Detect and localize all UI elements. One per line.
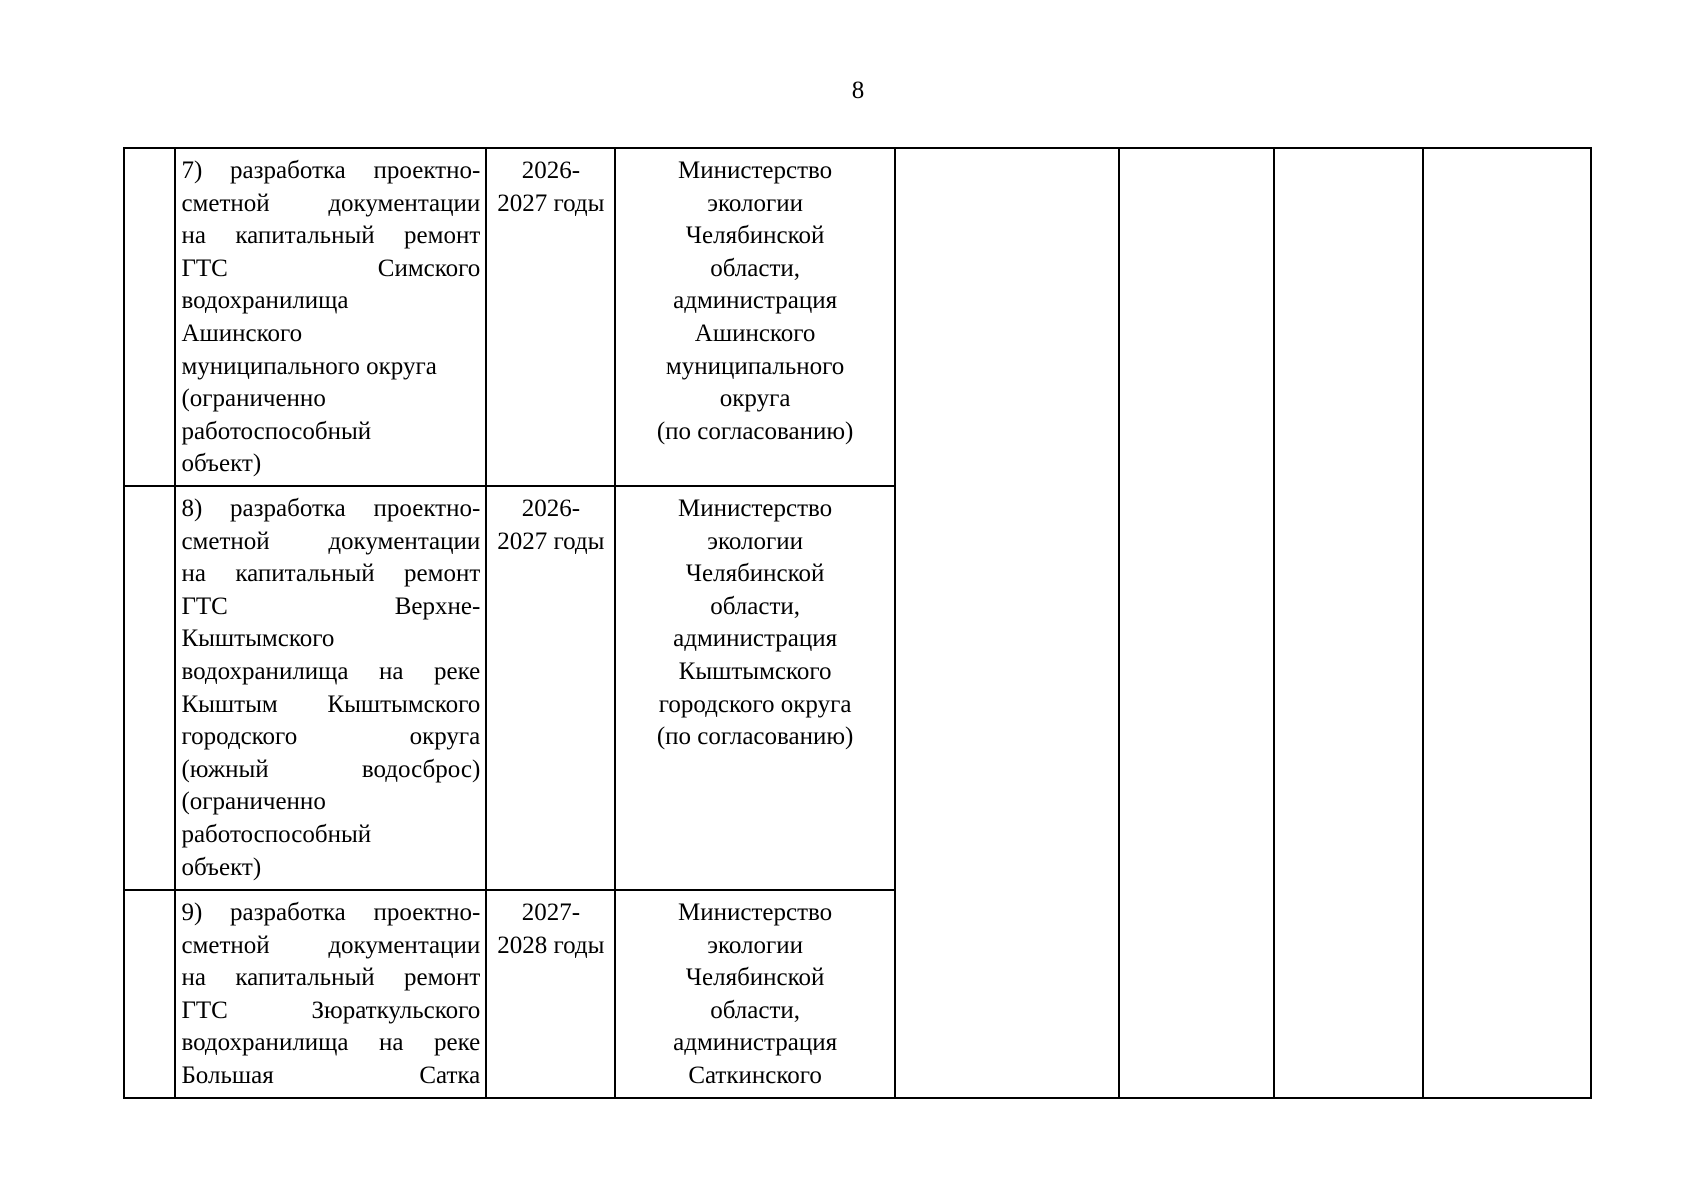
description-line: сметной документации <box>181 931 481 959</box>
empty-cell <box>1274 148 1423 1098</box>
executor-line: Ашинского <box>694 319 816 347</box>
executor-line: Министерство <box>678 899 833 926</box>
description-line: работоспособный <box>181 820 372 848</box>
period-line: 2027- <box>521 899 581 926</box>
description-line: ГТС Зюраткульского <box>181 996 481 1024</box>
executor-line: округа <box>719 385 791 413</box>
executor-cell <box>615 890 894 1098</box>
executor-line: Кыштымского <box>678 657 832 685</box>
description-line: (ограниченно <box>181 788 326 816</box>
executor-line: городского округа <box>658 690 852 718</box>
period-cell <box>486 486 615 890</box>
period-line: 2027 годы <box>497 527 605 555</box>
description-line: (ограниченно <box>181 385 326 413</box>
executor-line: экологии <box>707 931 803 959</box>
measure-description-cell <box>175 890 486 1098</box>
description-line: 8) разработка проектно- <box>181 495 481 522</box>
executor-line: Челябинской <box>685 222 825 250</box>
description-line: водохранилища на реке <box>181 657 481 685</box>
period-cell <box>486 890 615 1098</box>
executor-line: (по согласованию) <box>656 723 854 751</box>
executor-line: администрация <box>673 1029 838 1057</box>
executor-line: Министерство <box>678 495 833 522</box>
page-number: 8 <box>851 77 865 104</box>
description-line: городского округа <box>181 723 481 751</box>
description-line: сметной документации <box>181 189 481 217</box>
executor-cell <box>615 148 894 486</box>
description-line: 9) разработка проектно- <box>181 899 481 926</box>
executor-line: Челябинской <box>685 964 825 992</box>
description-line: муниципального округа <box>181 352 437 380</box>
description-line: водохранилища <box>181 287 349 315</box>
executor-line: области, <box>710 996 801 1024</box>
period-line: 2026- <box>521 495 581 522</box>
description-line: на капитальный ремонт <box>181 560 481 588</box>
description-line: сметной документации <box>181 527 481 555</box>
description-line: объект) <box>181 853 262 881</box>
executor-line: администрация <box>673 287 838 315</box>
measure-description-cell <box>175 148 486 486</box>
period-cell <box>486 148 615 486</box>
empty-cell <box>1423 148 1591 1098</box>
executor-line: Саткинского <box>688 1061 822 1089</box>
executor-line: экологии <box>707 189 803 217</box>
description-line: Кыштым Кыштымского <box>181 690 481 718</box>
executor-line: администрация <box>673 625 838 653</box>
executor-line: Челябинской <box>685 560 825 588</box>
row-number-cell <box>124 890 175 1098</box>
description-line: 7) разработка проектно- <box>181 157 481 184</box>
executor-line: (по согласованию) <box>656 417 854 445</box>
measures-table <box>123 147 1592 1099</box>
period-line: 2028 годы <box>497 931 605 959</box>
empty-cell <box>895 148 1120 1098</box>
period-line: 2026- <box>521 157 581 184</box>
description-line: Ашинского <box>181 319 303 347</box>
description-line: ГТС Верхне- <box>181 592 481 620</box>
row-number-cell <box>124 148 175 486</box>
description-line: водохранилища на реке <box>181 1029 481 1057</box>
period-line: 2027 годы <box>497 189 605 217</box>
description-line: ГТС Симского <box>181 254 481 282</box>
description-line: Большая Сатка <box>181 1061 481 1089</box>
empty-cell <box>1119 148 1273 1098</box>
measure-description-cell <box>175 486 486 890</box>
description-line: (южный водосброс) <box>181 755 481 783</box>
description-line: на капитальный ремонт <box>181 222 481 250</box>
description-line: объект) <box>181 450 262 478</box>
table-row <box>124 148 1591 486</box>
executor-cell <box>615 486 894 890</box>
description-line: работоспособный <box>181 417 372 445</box>
description-line: Кыштымского <box>181 625 335 653</box>
executor-line: экологии <box>707 527 803 555</box>
row-number-cell <box>124 486 175 890</box>
executor-line: области, <box>710 592 801 620</box>
executor-line: Министерство <box>678 157 833 184</box>
executor-line: муниципального <box>665 352 845 380</box>
description-line: на капитальный ремонт <box>181 964 481 992</box>
executor-line: области, <box>710 254 801 282</box>
